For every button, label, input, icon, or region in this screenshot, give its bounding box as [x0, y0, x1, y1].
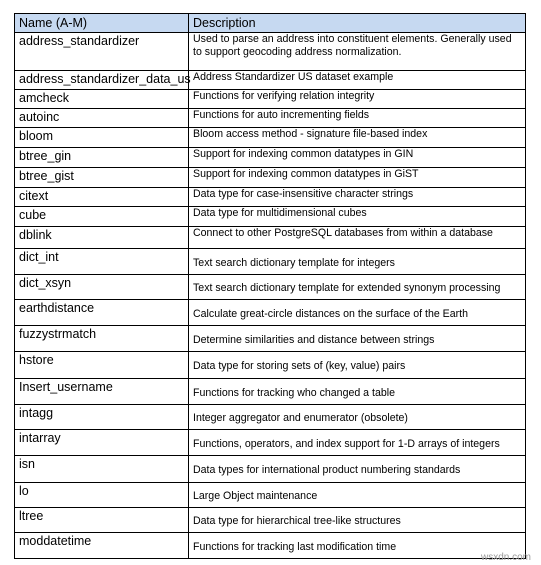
table-row [15, 128, 526, 148]
extension-name: cube [15, 207, 189, 227]
table-row [15, 168, 526, 188]
extension-description: Large Object maintenance [189, 483, 526, 508]
extension-name: btree_gin [15, 148, 189, 168]
table-row [15, 90, 526, 109]
extension-name: Insert_username [15, 379, 189, 405]
extension-description: Text search dictionary template for integers [189, 249, 526, 275]
extension-description: Bloom access method - signature file-based index [189, 128, 526, 148]
extension-description: Text search dictionary template for extended synonym processing [189, 275, 526, 300]
extension-name: amcheck [15, 90, 189, 109]
extension-name: isn [15, 456, 189, 483]
table-row [15, 533, 526, 559]
extension-name: moddatetime [15, 533, 189, 559]
column-header-description: Description [189, 14, 526, 33]
extension-description: Address Standardizer US dataset example [189, 71, 526, 90]
extension-name: bloom [15, 128, 189, 148]
extension-name: dict_xsyn [15, 275, 189, 300]
table-row [15, 275, 526, 300]
extension-description: Support for indexing common datatypes in GIN [189, 148, 526, 168]
table-row [15, 483, 526, 508]
extension-description: Data type for hierarchical tree-like structures [189, 508, 526, 533]
table-row [15, 148, 526, 168]
extension-name: hstore [15, 352, 189, 379]
extension-description: Data type for case-insensitive character strings [189, 188, 526, 207]
table-row [15, 227, 526, 249]
extension-name: fuzzystrmatch [15, 326, 189, 352]
table-row [15, 109, 526, 128]
extension-description: Support for indexing common datatypes in GiST [189, 168, 526, 188]
table-row [15, 249, 526, 275]
table-row [15, 508, 526, 533]
extensions-table [14, 13, 526, 559]
extension-description: Functions, operators, and index support for 1-D arrays of integers [189, 430, 526, 456]
extension-description: Functions for verifying relation integrity [189, 90, 526, 109]
extension-name: citext [15, 188, 189, 207]
table-row [15, 430, 526, 456]
extension-description: Functions for auto incrementing fields [189, 109, 526, 128]
extension-description: Functions for tracking who changed a table [189, 379, 526, 405]
table-row [15, 71, 526, 90]
table-row [15, 456, 526, 483]
table-header-row [15, 14, 526, 33]
extension-description: Integer aggregator and enumerator (obsolete) [189, 405, 526, 430]
extension-name: autoinc [15, 109, 189, 128]
extension-description: Data type for storing sets of (key, value) pairs [189, 352, 526, 379]
extension-name: address_standardizer [15, 33, 189, 71]
table-row [15, 207, 526, 227]
table-row [15, 188, 526, 207]
extension-description: Data types for international product numbering standards [189, 456, 526, 483]
table-row [15, 300, 526, 326]
extension-name: address_standardizer_data_us [15, 71, 189, 90]
table-row [15, 33, 526, 71]
extension-description: Used to parse an address into constituent elements. Generally used to support geocoding address normalization. [189, 33, 526, 71]
extension-description: Functions for tracking last modification time [189, 533, 526, 559]
extension-name: lo [15, 483, 189, 508]
extension-name: dblink [15, 227, 189, 249]
extension-name: intagg [15, 405, 189, 430]
extension-name: earthdistance [15, 300, 189, 326]
extension-name: btree_gist [15, 168, 189, 188]
extension-name: dict_int [15, 249, 189, 275]
watermark-text: wsxdn.com [480, 552, 531, 563]
extension-name: ltree [15, 508, 189, 533]
extension-description: Data type for multidimensional cubes [189, 207, 526, 227]
extension-description: Calculate great-circle distances on the surface of the Earth [189, 300, 526, 326]
extension-description: Connect to other PostgreSQL databases from within a database [189, 227, 526, 249]
extension-description: Determine similarities and distance between strings [189, 326, 526, 352]
table-row [15, 352, 526, 379]
table-row [15, 379, 526, 405]
extension-name: intarray [15, 430, 189, 456]
table-body [15, 33, 526, 559]
table-row [15, 326, 526, 352]
table-row [15, 405, 526, 430]
column-header-name: Name (A-M) [15, 14, 189, 33]
